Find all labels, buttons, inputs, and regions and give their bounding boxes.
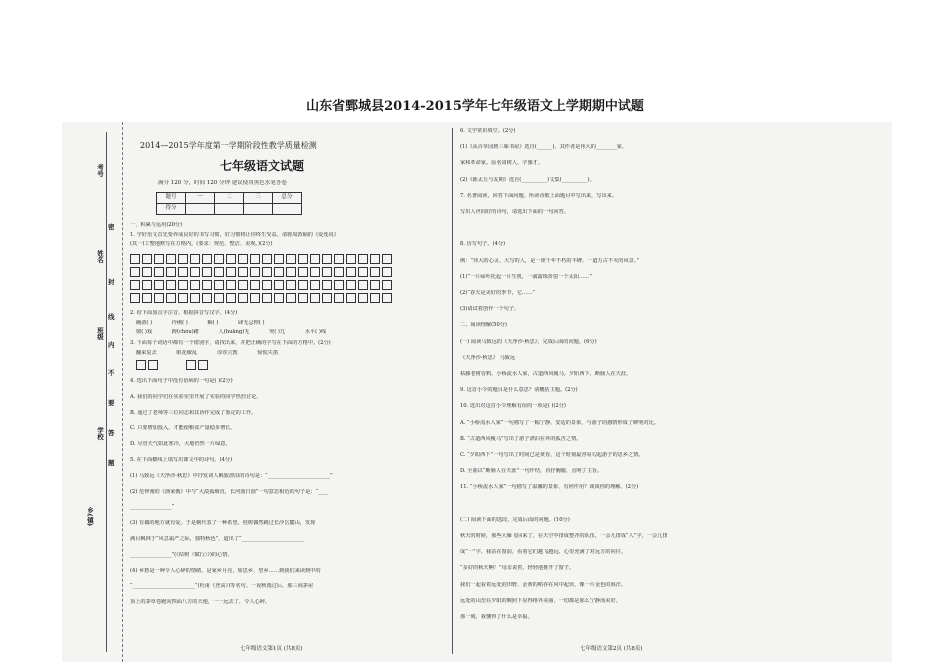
pinyin-item: 伶俐( ) [171, 320, 188, 326]
seal-char: 要 [108, 399, 115, 407]
question-text: (3)请试着创作一个句子。 [460, 306, 520, 313]
writing-cell[interactable] [358, 293, 368, 303]
scanned-exam-sheet [62, 122, 892, 662]
writing-cell[interactable] [214, 267, 224, 277]
exam-number-label: 考号 [96, 164, 104, 177]
question-text: A. 我们的同学们在实验室里开展了实验的同学热烈讨论。 [130, 393, 262, 400]
word-item: 眼花缭乱 [176, 350, 198, 356]
writing-cell[interactable] [370, 254, 380, 264]
score-table-cell: 一 [186, 193, 215, 204]
question-text: 8. 仿写句子。(4分) [460, 241, 506, 248]
score-table-cell [186, 204, 215, 215]
question-text: (3) 有偶的地方就有爱。于是枫代表了一种希望。桂树偶然跳过长沙岳麓山，发现 [130, 520, 316, 527]
writing-cell[interactable] [358, 254, 368, 264]
township-label: 乡(镇) [86, 507, 94, 527]
writing-cell[interactable] [190, 267, 200, 277]
pinyin-item: 人(huāng)无 [218, 329, 250, 335]
writing-cell[interactable] [238, 293, 248, 303]
writing-cell[interactable] [382, 267, 392, 277]
score-table-cell: 总分 [273, 193, 302, 204]
score-table-cell [244, 204, 273, 215]
writing-cell[interactable] [334, 254, 344, 264]
writing-cell[interactable] [346, 293, 356, 303]
writing-cell[interactable] [346, 280, 356, 290]
writing-cell[interactable] [274, 280, 284, 290]
word-item: 惊慌失措 [257, 350, 279, 356]
writing-cell[interactable] [286, 293, 296, 303]
question-text: (一) 阅读马致远的《天净沙·秋思》，完成后面的问题。(6分) [460, 338, 597, 345]
writing-cell[interactable] [202, 280, 212, 290]
writing-cell[interactable] [298, 254, 308, 264]
page-divider [452, 128, 453, 654]
answer-cell[interactable] [198, 360, 208, 370]
writing-cell[interactable] [262, 254, 272, 264]
question-text: B. “古道西风瘦马”写出了游子漂泊在外的孤苦之情。 [460, 435, 582, 442]
writing-cell[interactable] [202, 293, 212, 303]
writing-cell[interactable] [358, 267, 368, 277]
seal-char: 题 [108, 459, 115, 467]
writing-cell[interactable] [142, 267, 152, 277]
score-table-cell: 题号 [157, 193, 186, 204]
writing-cell[interactable] [190, 293, 200, 303]
question-text: D. 全曲以“断肠人在天涯”一句作结，直抒胸臆，点明了主旨。 [460, 468, 603, 475]
question-text: 例：“伟大的心灵、大写的人，是一座千年不朽的丰碑、一道万古不灭的风景。” [460, 257, 640, 264]
question-text: 5. 在下面横线上填写出课文中的诗句。(4分) [130, 457, 233, 463]
writing-cell[interactable] [238, 267, 248, 277]
question-text: 那一刻，我懂得了什么是幸福。 [460, 614, 533, 620]
writing-cell[interactable] [286, 280, 296, 290]
correction-grid[interactable] [136, 360, 210, 370]
writing-cell[interactable] [262, 280, 272, 290]
pinyin-item: 瞬( ) [207, 320, 219, 326]
writing-cell[interactable] [166, 254, 176, 264]
pinyin-item: 突( )兀 [269, 329, 286, 335]
writing-cell[interactable] [142, 254, 152, 264]
question-text: (4) 乡愁是一种令人心碎的情绪，是家乡月亮，如思乡、望乡……到我们来读到中的 [130, 567, 321, 574]
writing-cell[interactable] [286, 254, 296, 264]
writing-cell[interactable] [130, 254, 140, 264]
writing-grid[interactable] [130, 254, 394, 303]
section-heading: 一、积累与运用(20分) [130, 222, 183, 228]
writing-cell[interactable] [130, 267, 140, 277]
pinyin-item: 水平( )线 [304, 329, 327, 335]
writing-cell[interactable] [130, 293, 140, 303]
writing-cell[interactable] [310, 254, 320, 264]
binding-margin [62, 122, 123, 662]
writing-cell[interactable] [346, 267, 356, 277]
pinyin-item: 踌(chóu)躇 [171, 329, 199, 335]
question-text: 3. 下面每个词语中都有一个错别字，请找出来，并把正确的字写在下面的方格中。(2分) [130, 340, 331, 346]
question-text: 枯藤老树昏鸦，小桥流水人家，古道西风瘦马。夕阳西下，断肠人在天涯。 [460, 371, 632, 377]
question-text: (2)《陈太丘与友期》选自(__________)文集(__________)。 [460, 176, 595, 183]
question-text: “________________________”(杜甫《登高》)等名句。一夜秋雨过后，那三间茅屋 [130, 583, 314, 590]
writing-cell[interactable] [262, 267, 272, 277]
question-text: (1)“一片绿叶托起一片生机，一滴露珠折射一个太阳……” [460, 273, 592, 280]
writing-cell[interactable] [298, 267, 308, 277]
writing-cell[interactable] [202, 254, 212, 264]
score-table-cell: 得分 [157, 204, 186, 215]
question-text: C. “夕阳西下”一句写出了时间已是黄昏，这个时刻最容易勾起游子的思乡之情。 [460, 452, 644, 458]
writing-cell[interactable] [226, 293, 236, 303]
writing-cell[interactable] [142, 293, 152, 303]
writing-cell[interactable] [334, 293, 344, 303]
writing-cell[interactable] [274, 254, 284, 264]
writing-cell[interactable] [214, 280, 224, 290]
writing-cell[interactable] [154, 293, 164, 303]
binding-line [106, 132, 107, 652]
writing-cell[interactable] [190, 254, 200, 264]
writing-cell[interactable] [178, 293, 188, 303]
writing-cell[interactable] [154, 254, 164, 264]
writing-cell[interactable] [322, 293, 332, 303]
writing-cell[interactable] [250, 267, 260, 277]
question-text: 家和革命家。原名周树人，字豫才。 [460, 160, 544, 167]
writing-cell[interactable] [310, 293, 320, 303]
word-row [136, 350, 296, 358]
seal-char: 线 [108, 313, 115, 321]
score-table-cell: 三 [244, 193, 273, 204]
pinyin-item: 确凿( ) [136, 320, 153, 326]
question-text: (二) 阅读下面的选段，完成后面的问题。(10分) [460, 516, 570, 523]
pinyin-row [136, 329, 344, 337]
writing-cell[interactable] [250, 293, 260, 303]
writing-cell[interactable] [154, 267, 164, 277]
pinyin-item: 肆无忌惮( ) [238, 320, 265, 326]
writing-cell[interactable] [166, 280, 176, 290]
writing-cell[interactable] [250, 254, 260, 264]
question-text: 写出人世间好的诗句，请选出下面的一句回答。 [460, 209, 569, 215]
seal-char: 内 [108, 341, 115, 349]
writing-cell[interactable] [202, 267, 212, 277]
seal-char: 答 [108, 429, 115, 437]
writing-cell[interactable] [274, 267, 284, 277]
writing-cell[interactable] [286, 267, 296, 277]
score-table-cell [215, 204, 244, 215]
writing-cell[interactable] [382, 293, 392, 303]
question-text: (其一)工整地默写在方格内。(要求：规范、整洁、美观。)(2分) [130, 241, 273, 247]
writing-cell[interactable] [166, 293, 176, 303]
question-text: 6. 文学常识填空。(2分) [460, 128, 516, 134]
question-text: B. 通过了老师等三位同志和其协作完成了鉴定的工作。 [130, 409, 257, 416]
writing-cell[interactable] [346, 254, 356, 264]
question-text: 10. 选出对这首小令理解有误的一项是( )(2分) [460, 403, 566, 410]
question-text: 二、阅读理解(50分) [460, 322, 507, 329]
writing-cell[interactable] [310, 280, 320, 290]
writing-cell[interactable] [298, 293, 308, 303]
question-text: 秋天的时候，那些大雁飞回来了，在天空中排成整齐的队伍，一会儿排成“人”字，一会儿排 [460, 533, 668, 539]
writing-cell[interactable] [154, 280, 164, 290]
writing-cell[interactable] [238, 280, 248, 290]
answer-cell[interactable] [148, 360, 158, 370]
word-item: 翻来复去 [136, 350, 157, 356]
writing-cell[interactable] [370, 280, 380, 290]
question-text: D. 尽管天气如此寒冷，大地仍然一片绿意。 [130, 441, 231, 448]
writing-cell[interactable] [178, 280, 188, 290]
writing-cell[interactable] [178, 267, 188, 277]
pinyin-item: 嬉( )戏 [136, 329, 153, 335]
question-text: 9. 这首小令的题目是什么意思？请概括主题。(2分) [460, 387, 578, 394]
seal-char: 不 [108, 369, 115, 377]
exam-header: 2014—2015学年度第一学期阶段性教学质量检测 [140, 141, 317, 150]
writing-cell[interactable] [322, 267, 332, 277]
writing-cell[interactable] [130, 280, 140, 290]
writing-cell[interactable] [298, 280, 308, 290]
writing-cell[interactable] [142, 280, 152, 290]
question-text: C. 只要增加投入，才能使粮食产量稳步增长。 [130, 425, 236, 432]
pinyin-row [136, 320, 282, 328]
writing-cell[interactable] [334, 280, 344, 290]
class-label: 班级 [96, 327, 104, 340]
writing-cell[interactable] [322, 280, 332, 290]
question-text: A. “小桥流水人家”一句描写了一幅宁静、安适的景象，与游子的感情形成了鲜明对比。 [460, 419, 660, 426]
question-text: ________________”(《枯树〈赋行〉》)的心情。 [130, 551, 233, 558]
score-table-cell [273, 204, 302, 215]
writing-cell[interactable] [310, 267, 320, 277]
writing-cell[interactable] [226, 267, 236, 277]
writing-cell[interactable] [238, 254, 248, 264]
question-text: 顶上的茅草卷跑向四面八方的天地，一一远去了，令人心碎。 [130, 599, 271, 606]
writing-cell[interactable] [214, 254, 224, 264]
school-label: 学校 [96, 427, 104, 440]
question-text: 成“一”字。我站在窗前，看着它们越飞越远，心里充满了对远方的向往。 [460, 549, 627, 556]
question-text: 我们一起看着远处的田野，金黄的稻谷在风中起伏，像一片金色的海洋。 [460, 581, 627, 588]
name-label: 姓名 [96, 250, 104, 263]
writing-cell[interactable] [226, 254, 236, 264]
writing-cell[interactable] [370, 267, 380, 277]
score-table [156, 192, 302, 215]
seal-char: 密 [108, 223, 115, 231]
exam-subject: 七年级语文试题 [220, 159, 305, 173]
answer-cell[interactable] [136, 360, 146, 370]
question-text: 远处的山峦在夕阳的映照下显得格外美丽，一切都是那么宁静而美好。 [460, 597, 621, 604]
question-text: 满目枫林于“风急霜严之际，独特秋色”，道出了“________________________ [130, 536, 304, 542]
writing-cell[interactable] [334, 267, 344, 277]
question-text: 1. 学好语文首先要养成良好的书写习惯，好习惯将让你终生受益。请将周敦颐的《爱莲说》 [130, 232, 339, 238]
score-table-cell: 二 [215, 193, 244, 204]
writing-cell[interactable] [322, 254, 332, 264]
question-text: (1) 马致远《天净沙·秋思》中抒发词人羁旅漂泊的诗句是：“________________________” [130, 472, 333, 479]
question-text: (1)《从百草园到三味书屋》选自(______)，其作者是伟大的________家、 [460, 144, 628, 151]
page-title: 山东省鄄城县2014-2015学年七年级语文上学期期中试题 [306, 99, 644, 114]
question-text: “多好的秋天啊！”母亲说着，轻轻地推开了窗子。 [460, 565, 575, 572]
writing-cell[interactable] [358, 280, 368, 290]
question-text: 11. “小桥流水人家”一句描写了温馨的景象，有何作用？谈谈你的理解。(2分) [460, 484, 639, 491]
question-text: 《天净沙·秋思》 马致远 [460, 354, 516, 361]
writing-cell[interactable] [166, 267, 176, 277]
writing-cell[interactable] [274, 293, 284, 303]
question-text: 2. 给下面加点字注音，根据拼音写汉字。(4分) [130, 310, 238, 316]
question-text: (2)“春天是美好的季节，它……” [460, 290, 535, 296]
writing-cell[interactable] [226, 280, 236, 290]
word-item: 谆谆言教 [216, 350, 238, 356]
writing-cell[interactable] [178, 254, 188, 264]
answer-cell[interactable] [186, 360, 196, 370]
writing-cell[interactable] [190, 280, 200, 290]
writing-cell[interactable] [250, 280, 260, 290]
writing-cell[interactable] [382, 254, 392, 264]
writing-cell[interactable] [262, 293, 272, 303]
writing-cell[interactable] [214, 293, 224, 303]
writing-cell[interactable] [382, 280, 392, 290]
seal-char: 封 [108, 278, 115, 286]
question-text: (2) 范仲淹的《渔家傲》中与“大漠孤烟直，长河落日圆”一句意思相近的句子是：“____ [130, 488, 329, 495]
question-text: ________________” [130, 504, 175, 511]
exam-meta: 满分 120 分，时间 120 分钟 建议使用黑色水笔答卷 [158, 180, 287, 186]
page-footer: 七年级语文第1页 (共8页) [240, 646, 303, 652]
page-footer: 七年级语文第2页 (共8页) [580, 646, 643, 652]
writing-cell[interactable] [370, 293, 380, 303]
question-text: 7. 名著阅读，回答下面问题。所读诗歌上面题目中写出来，写出来。 [460, 192, 618, 199]
question-text: 4. 选出下面句子中没有语病的一句是( )(2分) [130, 378, 233, 384]
